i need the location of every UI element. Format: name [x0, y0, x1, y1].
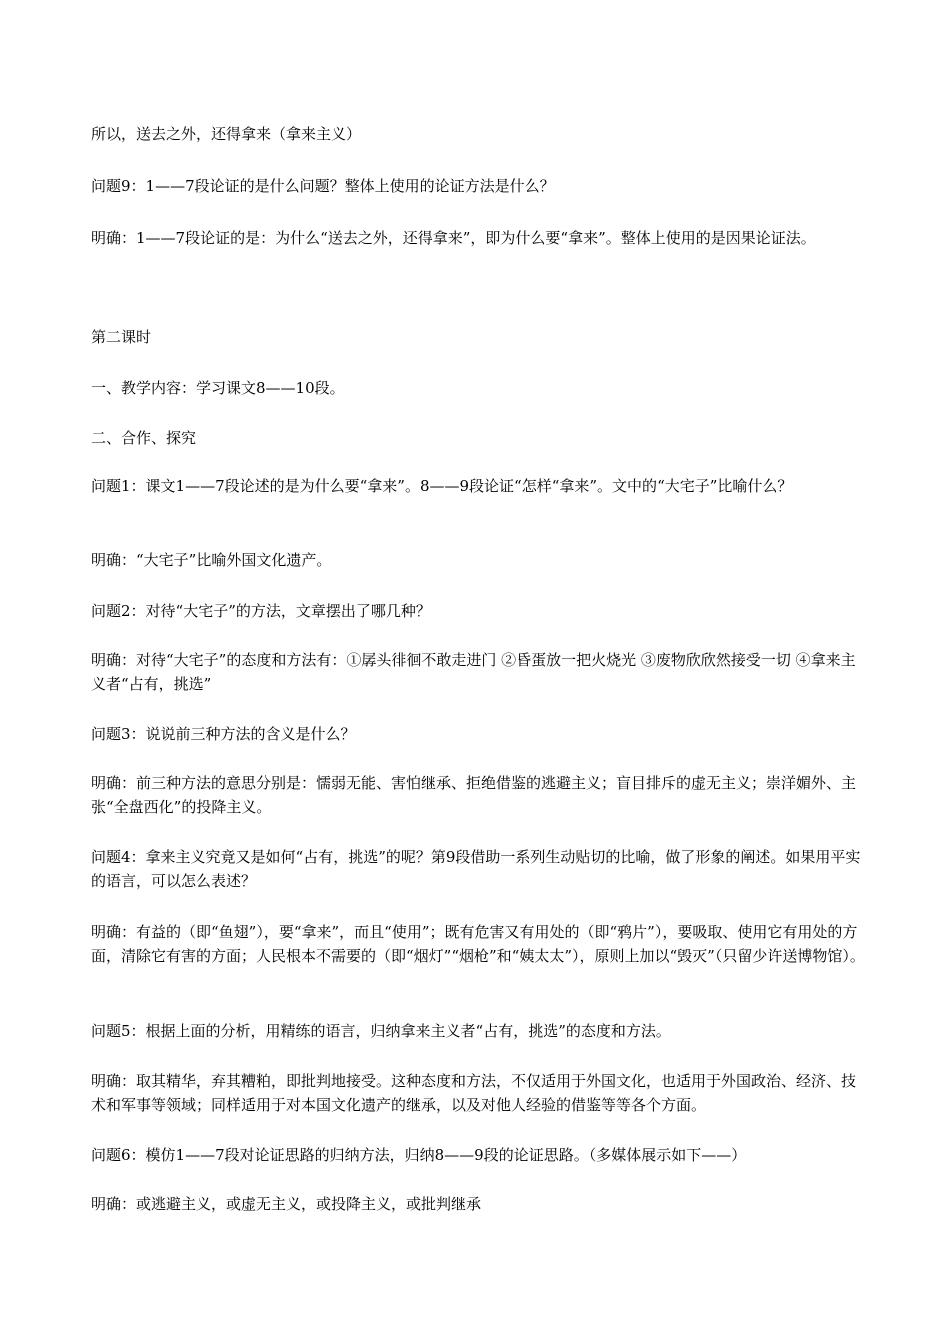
section-heading-second-lesson: 第二课时: [91, 328, 152, 346]
paragraph-answer-1: 明确：“大宅子”比喻外国文化遗产。: [91, 551, 332, 569]
paragraph-answer-9: 明确：1——7段论证的是：为什么“送去之外，还得拿来”，即为什么要“拿来”。整体上使用的是因果论证法。: [91, 229, 816, 247]
paragraph-question-3: 问题3：说说前三种方法的含义是什么？: [91, 725, 356, 743]
paragraph-question-6: 问题6：模仿1——7段对论证思路的归纳方法，归纳8——9段的论证思路。（多媒体展示如下——）: [91, 1146, 747, 1164]
paragraph-cooperation-inquiry: 二、合作、探究: [91, 429, 197, 447]
paragraph-conclusion: 所以，送去之外，还得拿来（拿来主义）: [91, 125, 362, 143]
paragraph-answer-4: 明确：有益的（即“鱼翅”），要“拿来”，而且“使用”；既有危害又有用处的（即“鸦片”），要吸取、使用它有用处的方面，清除它有害的方面；人民根本不需要的（即“烟灯”“烟枪”和“姨太太”），原则上加以“毁灭”（只留少许送博物馆）。: [91, 923, 865, 965]
paragraph-answer-5: 明确：取其精华，弃其糟粕，即批判地接受。这种态度和方法，不仅适用于外国文化，也适用于外国政治、经济、技术和军事等领域；同样适用于对本国文化遗产的继承，以及对他人经验的借鉴等等各个方面。: [91, 1072, 857, 1114]
paragraph-teaching-content: 一、教学内容：学习课文8——10段。: [91, 379, 345, 397]
paragraph-question-1: 问题1：课文1——7段论述的是为什么要“拿来”。8——9段论证“怎样“拿来”。文中的“大宅子”比喻什么？: [91, 477, 793, 495]
paragraph-question-4: 问题4：拿来主义究竟又是如何“占有，挑选”的呢？第9段借助一系列生动贴切的比喻，做了形象的阐述。如果用平实的语言，可以怎么表述？: [91, 848, 861, 890]
paragraph-question-9: 问题9：1——7段论证的是什么问题？整体上使用的论证方法是什么？: [91, 177, 555, 195]
paragraph-answer-6: 明确：或逃避主义，或虚无主义，或投降主义，或批判继承: [91, 1195, 482, 1213]
paragraph-question-2: 问题2：对待“大宅子”的方法，文章摆出了哪几种？: [91, 602, 431, 620]
paragraph-answer-2: 明确：对待“大宅子”的态度和方法有：①孱头徘徊不敢走进门 ②昏蛋放一把火烧光 ③废物欣欣然接受一切 ④拿来主义者“占有，挑选”: [91, 651, 856, 693]
paragraph-question-5: 问题5：根据上面的分析，用精练的语言，归纳拿来主义者“占有，挑选”的态度和方法。: [91, 1022, 671, 1040]
paragraph-answer-3: 明确：前三种方法的意思分别是：懦弱无能、害怕继承、拒绝借鉴的逃避主义；盲目排斥的虚无主义；崇洋媚外、主张“全盘西化”的投降主义。: [91, 774, 857, 816]
